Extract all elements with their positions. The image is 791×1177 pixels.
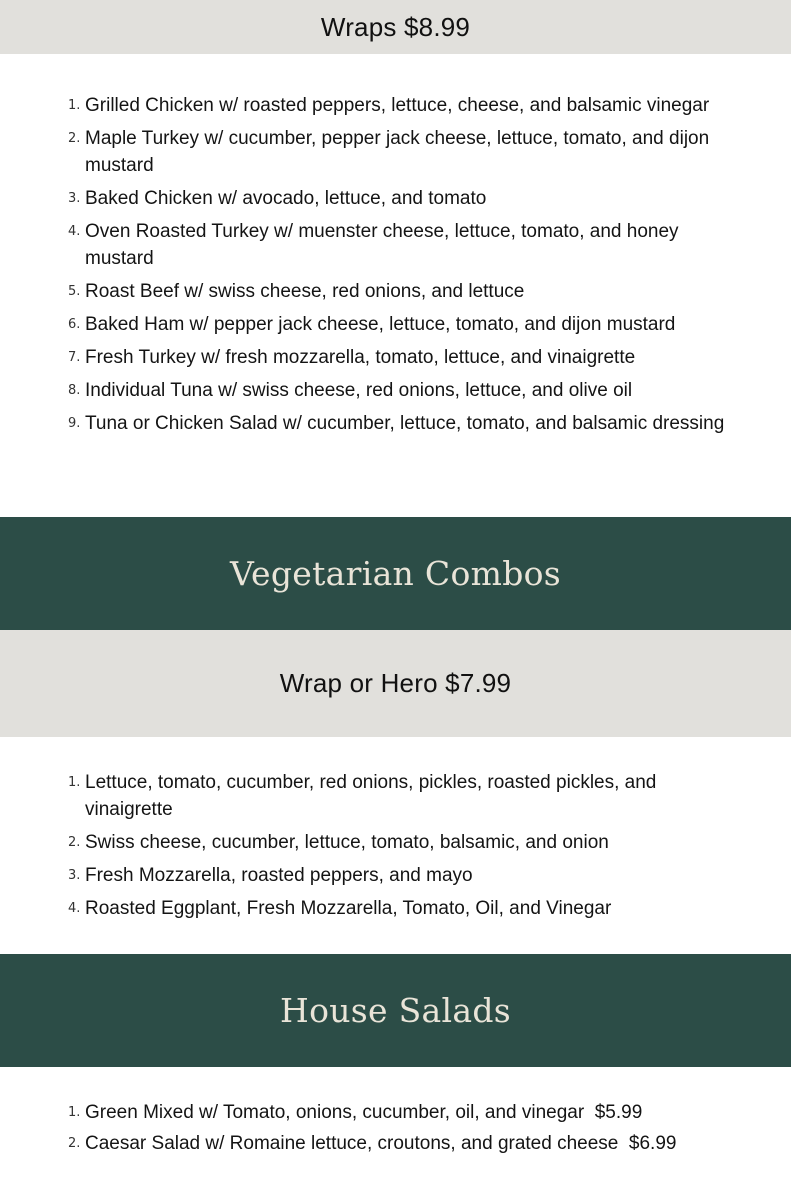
wraps-list	[0, 92, 728, 437]
list-item	[68, 1099, 728, 1126]
item-number: 8.	[68, 383, 81, 398]
item-text: Lettuce, tomato, cucumber, red onions, pickles, roasted pickles, and vinaigrette	[85, 772, 657, 820]
item-text: Grilled Chicken w/ roasted peppers, lettuce, cheese, and balsamic vinegar	[85, 95, 710, 116]
item-text: Oven Roasted Turkey w/ muenster cheese, lettuce, tomato, and honey mustard	[85, 221, 679, 269]
list-item	[68, 278, 728, 305]
item-number: 7.	[68, 350, 81, 365]
list-item	[68, 895, 728, 922]
item-text: Roast Beef w/ swiss cheese, red onions, and lettuce	[85, 281, 525, 302]
item-text: Fresh Mozzarella, roasted peppers, and mayo	[85, 865, 473, 886]
list-item	[68, 344, 728, 371]
list-item	[68, 377, 728, 404]
item-number: 2.	[68, 1136, 81, 1151]
list-item	[68, 862, 728, 889]
item-text: Roasted Eggplant, Fresh Mozzarella, Tomato, Oil, and Vinegar	[85, 898, 612, 919]
item-number: 4.	[68, 224, 81, 239]
vegetarian-list-section	[0, 737, 791, 954]
section-title: House Salads	[279, 991, 512, 1030]
item-number: 3.	[68, 868, 81, 883]
item-text: Green Mixed w/ Tomato, onions, cucumber, oil, and vinegar $5.99	[85, 1102, 643, 1123]
vegetarian-price-header: Wrap or Hero $7.99	[279, 668, 512, 698]
item-number: 5.	[68, 284, 81, 299]
salads-list	[0, 1099, 728, 1157]
item-text: Baked Ham w/ pepper jack cheese, lettuce, tomato, and dijon mustard	[85, 314, 676, 335]
list-item	[68, 218, 728, 272]
list-item	[68, 829, 728, 856]
list-item	[68, 125, 728, 179]
list-item	[68, 410, 728, 437]
item-text: Individual Tuna w/ swiss cheese, red onions, lettuce, and olive oil	[85, 380, 633, 401]
vegetarian-section-header	[0, 517, 791, 630]
wraps-price-header: Wraps $8.99	[320, 12, 471, 42]
list-item	[68, 769, 728, 823]
item-number: 2.	[68, 835, 81, 850]
item-text: Caesar Salad w/ Romaine lettuce, croutons, and grated cheese $6.99	[85, 1133, 677, 1154]
item-text: Tuna or Chicken Salad w/ cucumber, lettuce, tomato, and balsamic dressing	[85, 413, 725, 434]
item-number: 6.	[68, 317, 81, 332]
wraps-price-band	[0, 0, 791, 54]
item-number: 2.	[68, 131, 81, 146]
item-number: 1.	[68, 775, 81, 790]
item-number: 4.	[68, 901, 81, 916]
list-item	[68, 311, 728, 338]
item-text: Maple Turkey w/ cucumber, pepper jack cheese, lettuce, tomato, and dijon mustard	[85, 128, 710, 176]
item-number: 1.	[68, 1105, 81, 1120]
item-number: 9.	[68, 416, 81, 431]
wraps-list-section	[0, 54, 791, 517]
item-text: Swiss cheese, cucumber, lettuce, tomato, balsamic, and onion	[85, 832, 609, 853]
list-item	[68, 185, 728, 212]
vegetarian-price-band	[0, 630, 791, 737]
item-text: Fresh Turkey w/ fresh mozzarella, tomato, lettuce, and vinaigrette	[85, 347, 636, 368]
item-number: 1.	[68, 98, 81, 113]
vegetarian-list	[0, 769, 728, 922]
section-title: Vegetarian Combos	[229, 554, 562, 593]
salads-list-section	[0, 1067, 791, 1157]
item-number: 3.	[68, 191, 81, 206]
list-item	[68, 1130, 728, 1157]
item-text: Baked Chicken w/ avocado, lettuce, and tomato	[85, 188, 487, 209]
list-item	[68, 92, 728, 119]
salads-section-header	[0, 954, 791, 1067]
